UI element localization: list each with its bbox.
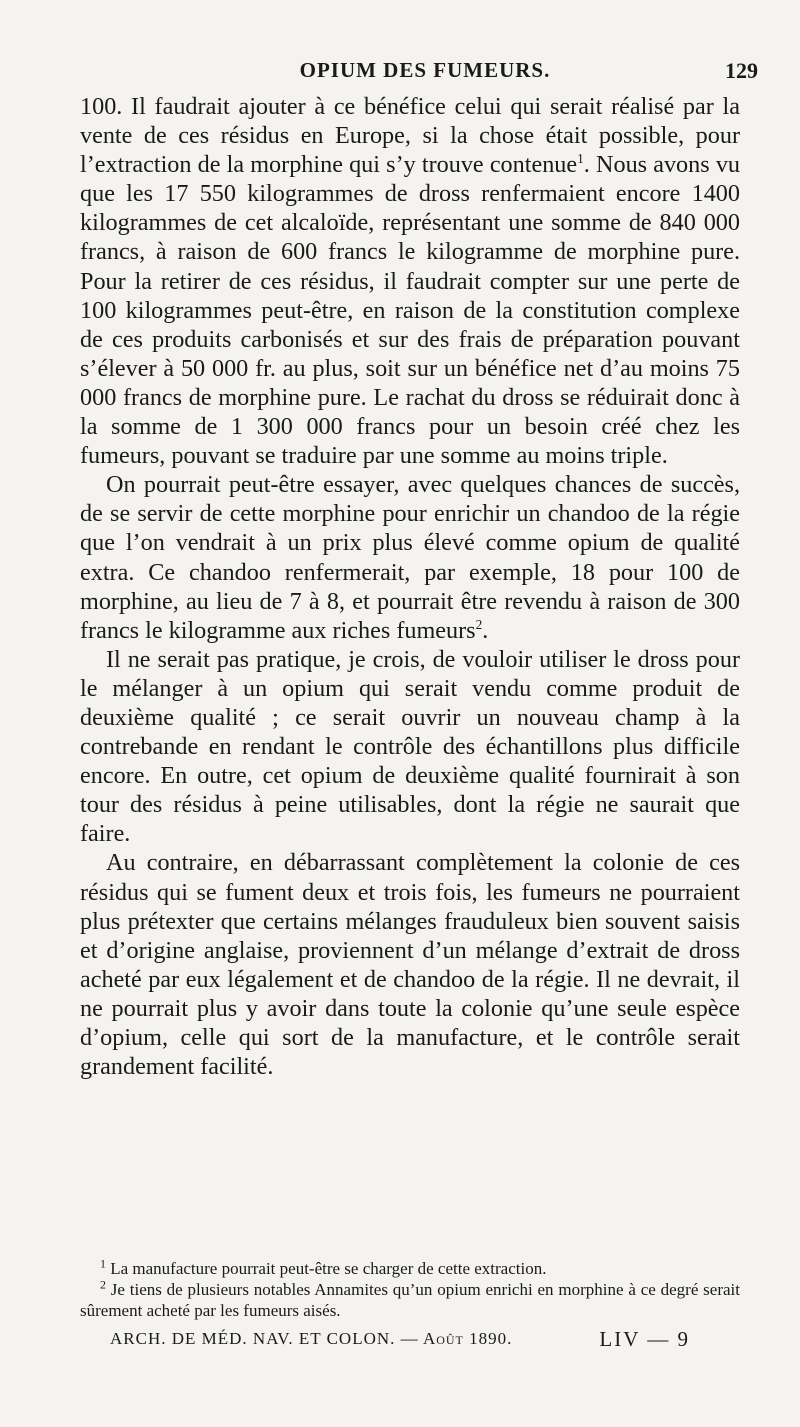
page-footer — [110, 1327, 710, 1351]
paragraph-1-text-a: 100. Il faudrait ajouter à ce bénéfice celui qui serait réalisé par la vente de ces résidus en Europe, si la chose était possible, pour l’extraction de la morphine qui s’y trouve contenue — [80, 93, 740, 179]
paragraph-1-text-b: . Nous avons vu que les 17 550 kilogrammes de dross renfermaient encore 1400 kilogrammes de cet alcaloïde, représentant une somme de 840 000 francs, à raison de 600 francs le kilogramme de morphine pure. Pour la retirer de ces résidus, il faudrait compter sur une perte de 100 kilogrammes peut-être, en raison de la constitution complexe de ces produits carbonisés et sur des frais de préparation pouvant s’élever à 50 000 fr. au plus, soit sur un bénéfice net d’au moins 75 000 francs de morphine pure. Le rachat du dross se réduirait donc à la somme de 1 300 000 francs pour un besoin créé chez les fumeurs, pouvant se traduire par une somme au moins triple. — [80, 151, 741, 470]
paragraph-1 — [80, 92, 740, 470]
footnote-ref-1: 1 — [577, 151, 584, 167]
footnote-1-mark: 1 — [100, 1256, 106, 1271]
paragraph-3-text: Il ne serait pas pratique, je crois, de vouloir utiliser le dross pour le mélanger à un opium qui serait vendu comme produit de deuxième qualité ; ce serait ouvrir un nouveau champ à la contrebande en rendant le contrôle des échantillons plus difficile encore. En outre, cet opium de deuxième qualité fournirait à son tour des résidus à peine utilisables, dont la régie ne saurait que faire. — [80, 645, 740, 848]
signature-mark: LIV — 9 — [599, 1327, 690, 1351]
running-title: OPIUM DES FUMEURS. — [299, 58, 551, 82]
footnote-1 — [80, 1258, 740, 1279]
paragraph-2-text-a: On pourrait peut-être essayer, avec quelques chances de succès, de se servir de cette morphine pour enrichir un chandoo de la régie que l’on vendrait à un prix plus élevé comme opium de qualité extra. Ce chandoo renfermerait, par exemple, 18 pour 100 de morphine, au lieu de 7 à 8, et pourrait être revendu à raison de 300 francs le kilogramme aux riches fumeurs — [80, 471, 740, 644]
paragraph-3 — [80, 645, 740, 849]
paragraph-4-text: Au contraire, en débarrassant complètement la colonie de ces résidus qui se fument deux et trois fois, les fumeurs ne pourraient plus prétexter que certains mélanges frauduleux bien souvent saisis et d’origine anglaise, proviennent d’un mélange d’extrait de dross acheté par eux légalement et de chandoo de la régie. Il ne devrait, il ne pourrait plus y avoir dans toute la colonie qu’une seule espèce d’opium, celle qui sort de la manufacture, et le contrôle serait grandement facilité. — [80, 849, 740, 1081]
page-number: 129 — [725, 58, 758, 83]
journal-source: ARCH. DE MÉD. NAV. ET COLON. — Août 1890. — [110, 1329, 513, 1348]
footnote-ref-2: 2 — [475, 616, 483, 632]
footnote-2-text: Je tiens de plusieurs notables Annamites qu’un opium enrichi en morphine à ce degré serait sûrement acheté par les fumeurs aisés. — [80, 1280, 741, 1320]
paragraph-2 — [80, 470, 740, 645]
paragraph-4 — [80, 848, 740, 1081]
main-text — [80, 92, 740, 1081]
paragraph-2-text-b: . — [482, 616, 489, 644]
running-header — [80, 58, 770, 86]
footnote-1-text: La manufacture pourrait peut-être se charger de cette extraction. — [110, 1259, 547, 1278]
footnote-2 — [80, 1279, 740, 1321]
footnote-2-mark: 2 — [100, 1277, 106, 1292]
footnotes — [80, 1258, 740, 1321]
